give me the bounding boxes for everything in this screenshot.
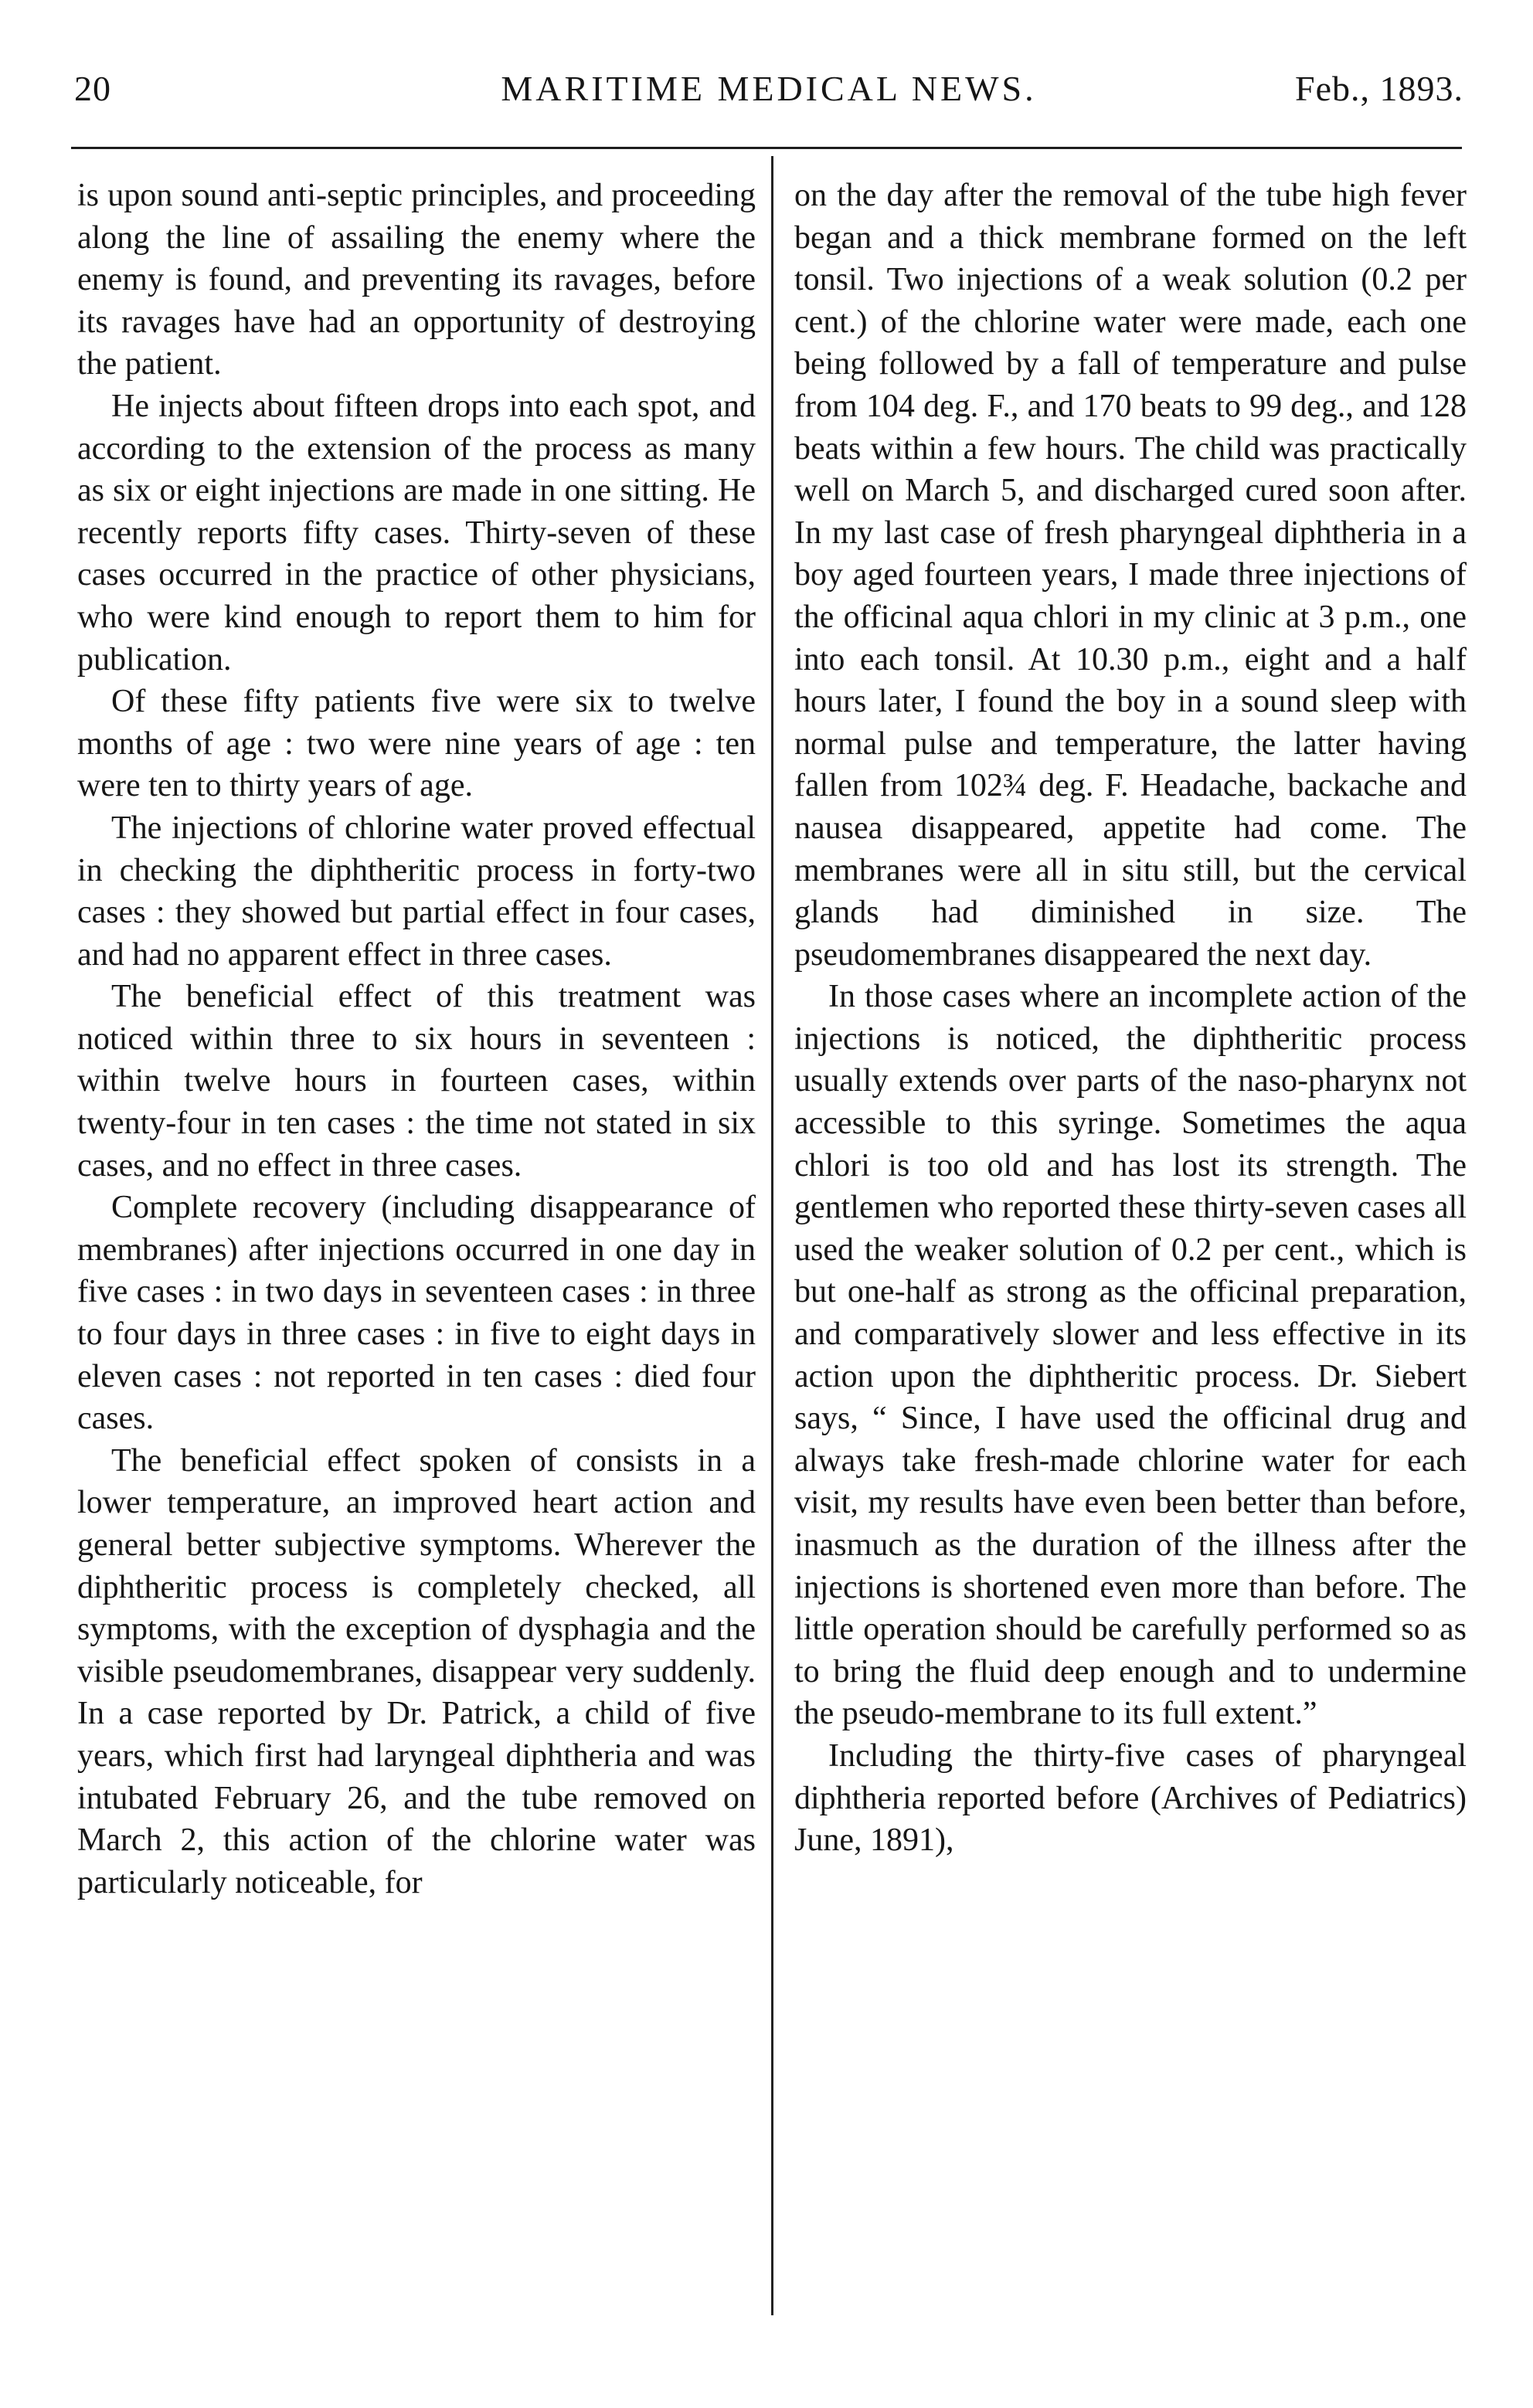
column-divider xyxy=(771,156,773,2315)
left-column xyxy=(77,175,756,1904)
paragraph: The beneficial effect spoken of consists in a lower temperature, an improved heart action and general better subjective symptoms. Wherever the diphtheritic process is completely checked, all symptoms, with the exception of dysphagia and the visible pseudomembranes, disappear very suddenly. In a case reported by Dr. Patrick, a child of five years, which first had laryngeal diphtheria and was intubated February 26, and the tube removed on March 2, this action of the chlorine water was particularly noticeable, for xyxy=(77,1442,756,1900)
paragraph: Complete recovery (including disappearance of membranes) after injections occurred in one day in five cases : in two days in seventeen cases : in three to four days in three cases : in five to eight days in eleven cases : not reported in ten cases : died four cases. xyxy=(77,1190,756,1437)
paragraph: The injections of chlorine water proved effectual in checking the diphtheritic process in forty-two cases : they showed but partial effect in four cases, and had no apparent effect in three cases. xyxy=(77,810,756,973)
page-number: 20 xyxy=(74,69,111,108)
paragraph: The beneficial effect of this treatment was noticed within three to six hours in seventeen : within twelve hours in fourteen cases, within twenty-four in ten cases : the time not stated in six cases, and no effect in three cases. xyxy=(77,979,756,1184)
paragraph-continued: is upon sound anti-septic principles, and proceeding along the line of assailing the enemy where the enemy is found, and preventing its ravages, before its ravages have had an opportunity of destroying the patient. xyxy=(77,178,756,382)
paragraph: In those cases where an incomplete action of the injections is noticed, the diphtheritic process usually extends over parts of the naso-pharynx not accessible to this syringe. Sometimes the aqua chlori is too old and has lost its strength. The gentlemen who reported these thirty-seven cases all used the weaker solution of 0.2 per cent., which is but one-half as strong as the officinal preparation, and comparatively slower and less effective in its action upon the diphtheritic process. Dr. Siebert says, “ Since, I have used the officinal drug and always take fresh-made chlorine water for each visit, my results have even been better than before, inasmuch as the duration of the illness after the injections is shortened even more than before. The little operation should be carefully performed so as to bring the fluid deep enough and to undermine the pseudo-membrane to its full extent.” xyxy=(794,979,1467,1732)
paragraph: Including the thirty-five cases of pharyngeal diphtheria reported before (Archives of Pediatrics) June, 1891), xyxy=(794,1737,1467,1859)
issue-date: Feb., 1893. xyxy=(1295,69,1463,108)
journal-title: MARITIME MEDICAL NEWS. xyxy=(501,69,1037,108)
paragraph-continued: on the day after the removal of the tube high fever began and a thick membrane formed on the left tonsil. Two injections of a weak solution (0.2 per cent.) of the chlorine water were made, each one being followed by a fall of temperature and pulse from 104 deg. F., and 170 beats to 99 deg., and 128 beats within a few hours. The child was practically well on March 5, and discharged cured soon after. In my last case of fresh pharyngeal diphtheria in a boy aged fourteen years, I made three injections of the officinal aqua chlori in my clinic at 3 p.m., one into each tonsil. At 10.30 p.m., eight and a half hours later, I found the boy in a sound sleep with normal pulse and temperature, the latter having fallen from 102¾ deg. F. Headache, backache and nausea disappeared, appetite had come. The membranes were all in situ still, but the cervical glands had diminished in size. The pseudomembranes disappeared the next day. xyxy=(794,178,1467,973)
header-rule xyxy=(71,147,1462,149)
paragraph: Of these fifty patients five were six to twelve months of age : two were nine years of age : ten were ten to thirty years of age. xyxy=(77,684,756,804)
right-column xyxy=(794,175,1467,1862)
running-header xyxy=(74,68,1463,122)
paragraph: He injects about fifteen drops into each spot, and according to the extension of the process as many as six or eight injections are made in one sitting. He recently reports fifty cases. Thirty-seven of these cases occurred in the practice of other physicians, who were kind enough to report them to him for publication. xyxy=(77,388,756,678)
